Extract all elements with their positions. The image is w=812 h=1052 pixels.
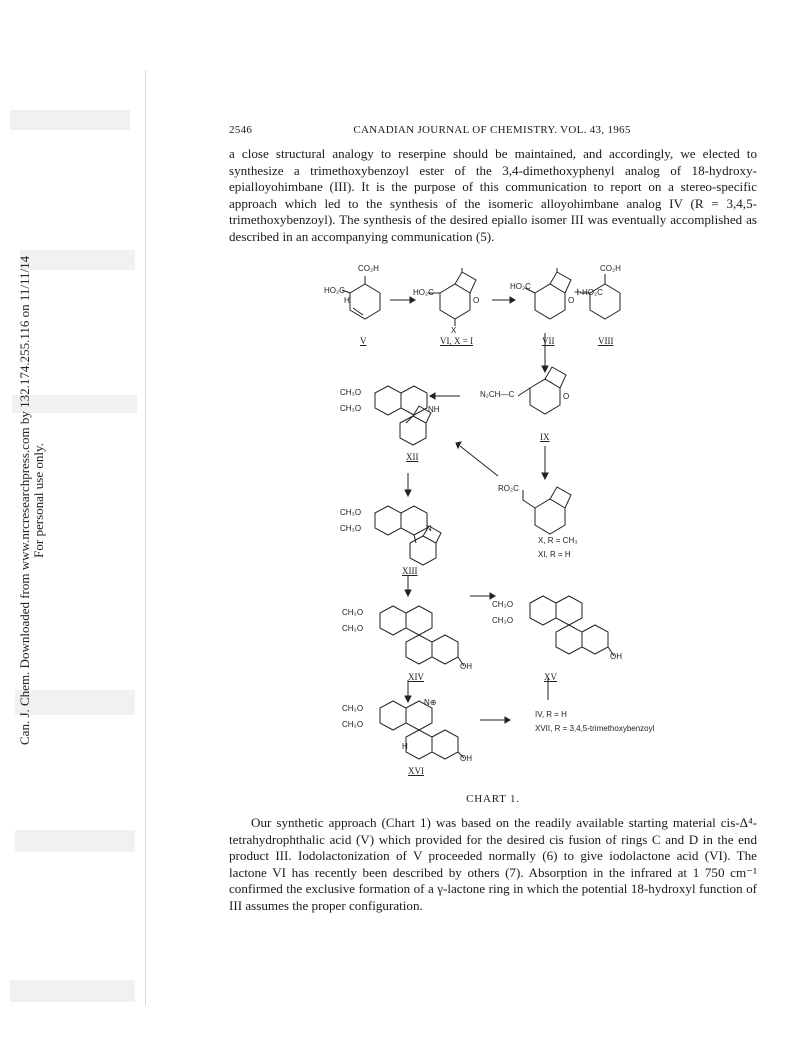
atom-label: OH xyxy=(610,652,622,661)
page-number: 2546 xyxy=(229,124,253,136)
compound-note: IV, R = H xyxy=(535,710,567,719)
atom-label: CH₃O xyxy=(492,600,514,609)
arrowhead xyxy=(456,442,461,448)
journal-title: CANADIAN JOURNAL OF CHEMISTRY. VOL. 43, 1965 xyxy=(353,124,631,136)
atom-label: X xyxy=(451,326,457,335)
structure-vi xyxy=(428,268,476,326)
scan-noise xyxy=(10,110,130,130)
atom-label: OH xyxy=(460,754,472,763)
compound-label-v: V xyxy=(360,336,367,346)
arrowhead xyxy=(405,696,411,702)
structure-xiv xyxy=(380,606,464,666)
compound-note: XI, R = H xyxy=(538,550,571,559)
compound-note: X, R = CH₃ xyxy=(538,536,578,545)
figure-caption: CHART 1. xyxy=(466,793,520,805)
compound-label-viii: VIII xyxy=(598,336,614,346)
atom-label: CH₃O xyxy=(340,508,362,517)
atom-label: CH₃O xyxy=(340,524,362,533)
atom-label: CH₃O xyxy=(342,624,364,633)
running-header xyxy=(229,124,755,140)
atom-label: N₂CH—C xyxy=(480,390,515,399)
atom-label: HO₂C xyxy=(413,288,434,297)
compound-label-vii: VII xyxy=(542,336,555,346)
arrowhead xyxy=(410,297,415,303)
scan-noise xyxy=(15,830,135,852)
download-notice xyxy=(18,256,46,745)
atom-label: HO₂C xyxy=(324,286,345,295)
atom-label: HO₂C xyxy=(510,282,531,291)
atom-label: CH₃O xyxy=(340,388,362,397)
atom-label: CO₂H xyxy=(358,264,379,273)
compound-label-xiv: XIV xyxy=(408,672,424,682)
atom-label: NH xyxy=(428,405,440,414)
page-edge xyxy=(145,70,146,1005)
atom-label: OH xyxy=(460,662,472,671)
atom-label: CH₃O xyxy=(342,608,364,617)
compound-label-xiii: XIII xyxy=(402,566,418,576)
atom-label: H xyxy=(402,742,408,751)
atom-label: N xyxy=(426,524,432,533)
atom-label: H xyxy=(344,296,350,305)
compound-label-xii: XII xyxy=(406,452,419,462)
arrowhead xyxy=(542,366,548,372)
atom-label: HO₂C xyxy=(582,288,603,297)
atom-label: CH₃O xyxy=(340,404,362,413)
intro-paragraph: a close structural analogy to reserpine should be maintained, and accordingly, we elected to synthesize a trimethoxybenzoyl ester of the 3,4-dimethoxyphenyl analog of 18-hydroxy-epialloyohimbane (III). It is the purpose of this communication to report on a stereo-specific approach which led to the synthesis of the isomeric alloyohimbane analog IV (R = 3,4,5-trimethoxybenzoyl). The synthesis of the desired epiallo isomer III was eventually accomplished as described in an accompanying communication (5). xyxy=(229,146,757,244)
arrowhead xyxy=(505,717,510,723)
atom-label: N⊕ xyxy=(424,698,437,707)
atom-label: CH₃O xyxy=(342,720,364,729)
download-notice-line2: For personal use only. xyxy=(31,443,46,558)
download-notice-line1: Can. J. Chem. Downloaded from www.nrcresearchpress.com by 132.174.255.116 on 11/11/14 xyxy=(17,255,32,745)
compound-label-xv: XV xyxy=(544,672,557,682)
arrowhead xyxy=(405,490,411,496)
scan-noise xyxy=(10,980,135,1002)
structure-xii xyxy=(375,386,431,445)
arrowhead xyxy=(405,590,411,596)
structure-xiii xyxy=(375,506,441,565)
structure-x xyxy=(523,487,571,534)
arrowhead xyxy=(430,393,435,399)
structure-vii xyxy=(525,268,571,319)
compound-note: XVII, R = 3,4,5-trimethoxybenzoyl xyxy=(535,724,655,733)
structure-xvi xyxy=(380,701,464,759)
compound-label-vi: VI, X = I xyxy=(440,336,474,346)
compound-label-ix: IX xyxy=(540,432,550,442)
arrow xyxy=(460,446,498,476)
compound-label-xvi: XVI xyxy=(408,766,424,776)
structure-ix xyxy=(518,367,566,414)
reaction-scheme xyxy=(324,264,770,778)
arrowhead xyxy=(490,593,495,599)
arrowhead xyxy=(542,473,548,479)
atom-label: CH₃O xyxy=(492,616,514,625)
atom-label: CH₃O xyxy=(342,704,364,713)
atom-label: RO₂C xyxy=(498,484,519,493)
arrowhead xyxy=(510,297,515,303)
plus-sign: + xyxy=(574,284,582,299)
body-paragraph: Our synthetic approach (Chart 1) was based on the readily available starting material cis-Δ⁴-tetrahydrophthalic acid (V) which provided for the desired cis fusion of rings C and D in the end product III. Iodolactonization of V proceeded normally (6) to give iodolactone acid (VI). The lactone VI has recently been described by others (7). Absorption in the infrared at 1 750 cm⁻¹ confirmed the exclusive formation of a γ-lactone ring in which the potential 18-hydroxyl function of III assumes the proper configuration. xyxy=(229,815,757,913)
atom-label: O xyxy=(473,296,480,305)
structure-xv xyxy=(530,596,614,656)
atom-label: CO₂H xyxy=(600,264,621,273)
atom-label: O xyxy=(563,392,570,401)
atom-label: O xyxy=(568,296,575,305)
